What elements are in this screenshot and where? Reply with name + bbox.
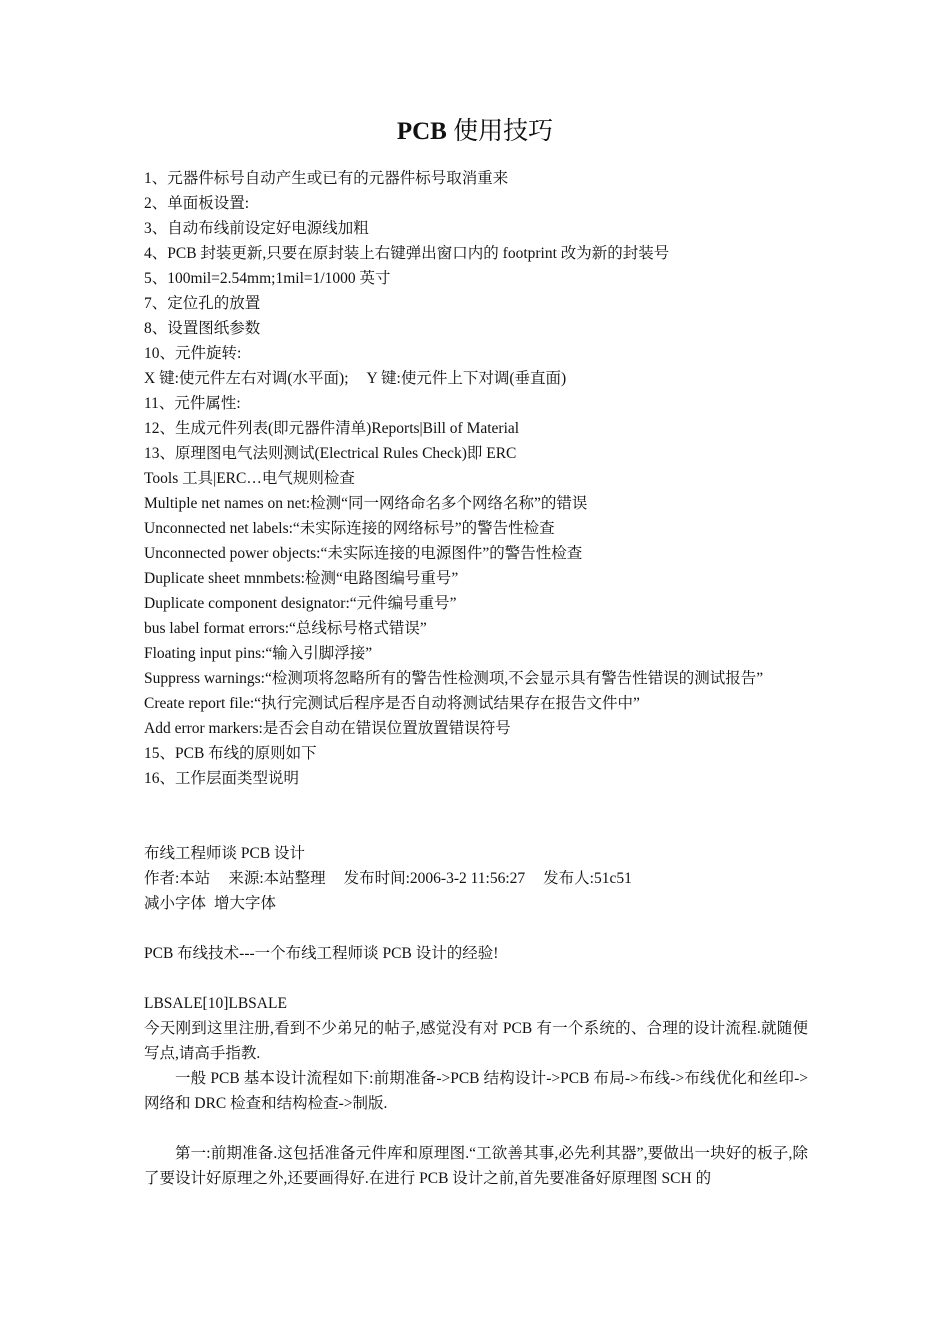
meta-source: 来源:本站整理 <box>228 870 326 887</box>
list-item: 3、自动布线前设定好电源线加粗 <box>144 220 369 237</box>
paragraph-flow: 一般 PCB 基本设计流程如下:前期准备->PCB 结构设计->PCB 布局->布线->布线优化和丝印->网络和 DRC 检查和结构检查->制版. <box>144 1070 808 1112</box>
list-item: Unconnected net labels:“未实际连接的网络标号”的警告性检查 <box>144 520 555 537</box>
rotate-keys-line <box>144 366 808 391</box>
article-title: 布线工程师谈 PCB 设计 <box>144 845 306 862</box>
title-rest: 使用技巧 <box>446 118 554 145</box>
suppress-warnings-text: Suppress warnings:“检测项将忽略所有的警告性检测项,不会显示具有警告性错误的测试报告” <box>144 670 764 687</box>
increase-font-link[interactable]: 增大字体 <box>214 895 277 912</box>
list-item: 2、单面板设置: <box>144 195 250 212</box>
list-item: Add error markers:是否会自动在错误位置放置错误符号 <box>144 720 511 737</box>
meta-time: 发布时间:2006-3-2 11:56:27 <box>343 870 526 887</box>
decrease-font-link[interactable]: 减小字体 <box>144 895 207 912</box>
list-item: Unconnected power objects:“未实际连接的电源图件”的警告性检查 <box>144 545 583 562</box>
list-item: 5、100mil=2.54mm;1mil=1/1000 英寸 <box>144 270 391 287</box>
list-item: 4、PCB 封装更新,只要在原封装上右键弹出窗口内的 footprint 改为新的封装号 <box>144 245 670 262</box>
list-item: 16、工作层面类型说明 <box>144 770 300 787</box>
list-item: 1、元器件标号自动产生或已有的元器件标号取消重来 <box>144 170 509 187</box>
list-item: 8、设置图纸参数 <box>144 320 261 337</box>
paragraph-intro: 今天刚到这里注册,看到不少弟兄的帖子,感觉没有对 PCB 有一个系统的、合理的设计流程.就随便写点,请高手指教. <box>144 1020 808 1062</box>
title-bold: PCB <box>396 118 447 145</box>
font-size-controls <box>144 891 808 916</box>
list-item: Multiple net names on net:检测“同一网络命名多个网络名称”的错误 <box>144 495 588 512</box>
list-item: Floating input pins:“输入引脚浮接” <box>144 645 373 662</box>
list-item: 7、定位孔的放置 <box>144 295 261 312</box>
tag-line: LBSALE[10]LBSALE <box>144 995 287 1012</box>
document-body <box>144 166 808 1191</box>
meta-author: 作者:本站 <box>144 870 211 887</box>
list-item: 12、生成元件列表(即元器件清单)Reports|Bill of Material <box>144 420 520 437</box>
rotate-x-text: X 键:使元件左右对调(水平面); <box>144 370 349 387</box>
list-item: Tools 工具|ERC…电气规则检查 <box>144 470 355 487</box>
list-item: 11、元件属性: <box>144 395 241 412</box>
list-item: 13、原理图电气法则测试(Electrical Rules Check)即 ERC <box>144 445 517 462</box>
list-item: Duplicate sheet mnmbets:检测“电路图编号重号” <box>144 570 459 587</box>
meta-publisher: 发布人:51c51 <box>543 870 632 887</box>
list-item: 15、PCB 布线的原则如下 <box>144 745 317 762</box>
list-item: Create report file:“执行完测试后程序是否自动将测试结果存在报告文件中” <box>144 695 640 712</box>
article-meta <box>144 866 808 891</box>
list-item: 10、元件旋转: <box>144 345 242 362</box>
article-subtitle: PCB 布线技术---一个布线工程师谈 PCB 设计的经验! <box>144 945 499 962</box>
list-item: Duplicate component designator:“元件编号重号” <box>144 595 457 612</box>
rotate-y-text: Y 键:使元件上下对调(垂直面) <box>366 370 567 387</box>
page-title <box>0 112 950 152</box>
paragraph-preparation: 第一:前期准备.这包括准备元件库和原理图.“工欲善其事,必先利其器”,要做出一块好的板子,除了要设计好原理之外,还要画得好.在进行 PCB 设计之前,首先要准备好原理图 SCH 的 <box>144 1145 808 1187</box>
list-item: bus label format errors:“总线标号格式错误” <box>144 620 427 637</box>
